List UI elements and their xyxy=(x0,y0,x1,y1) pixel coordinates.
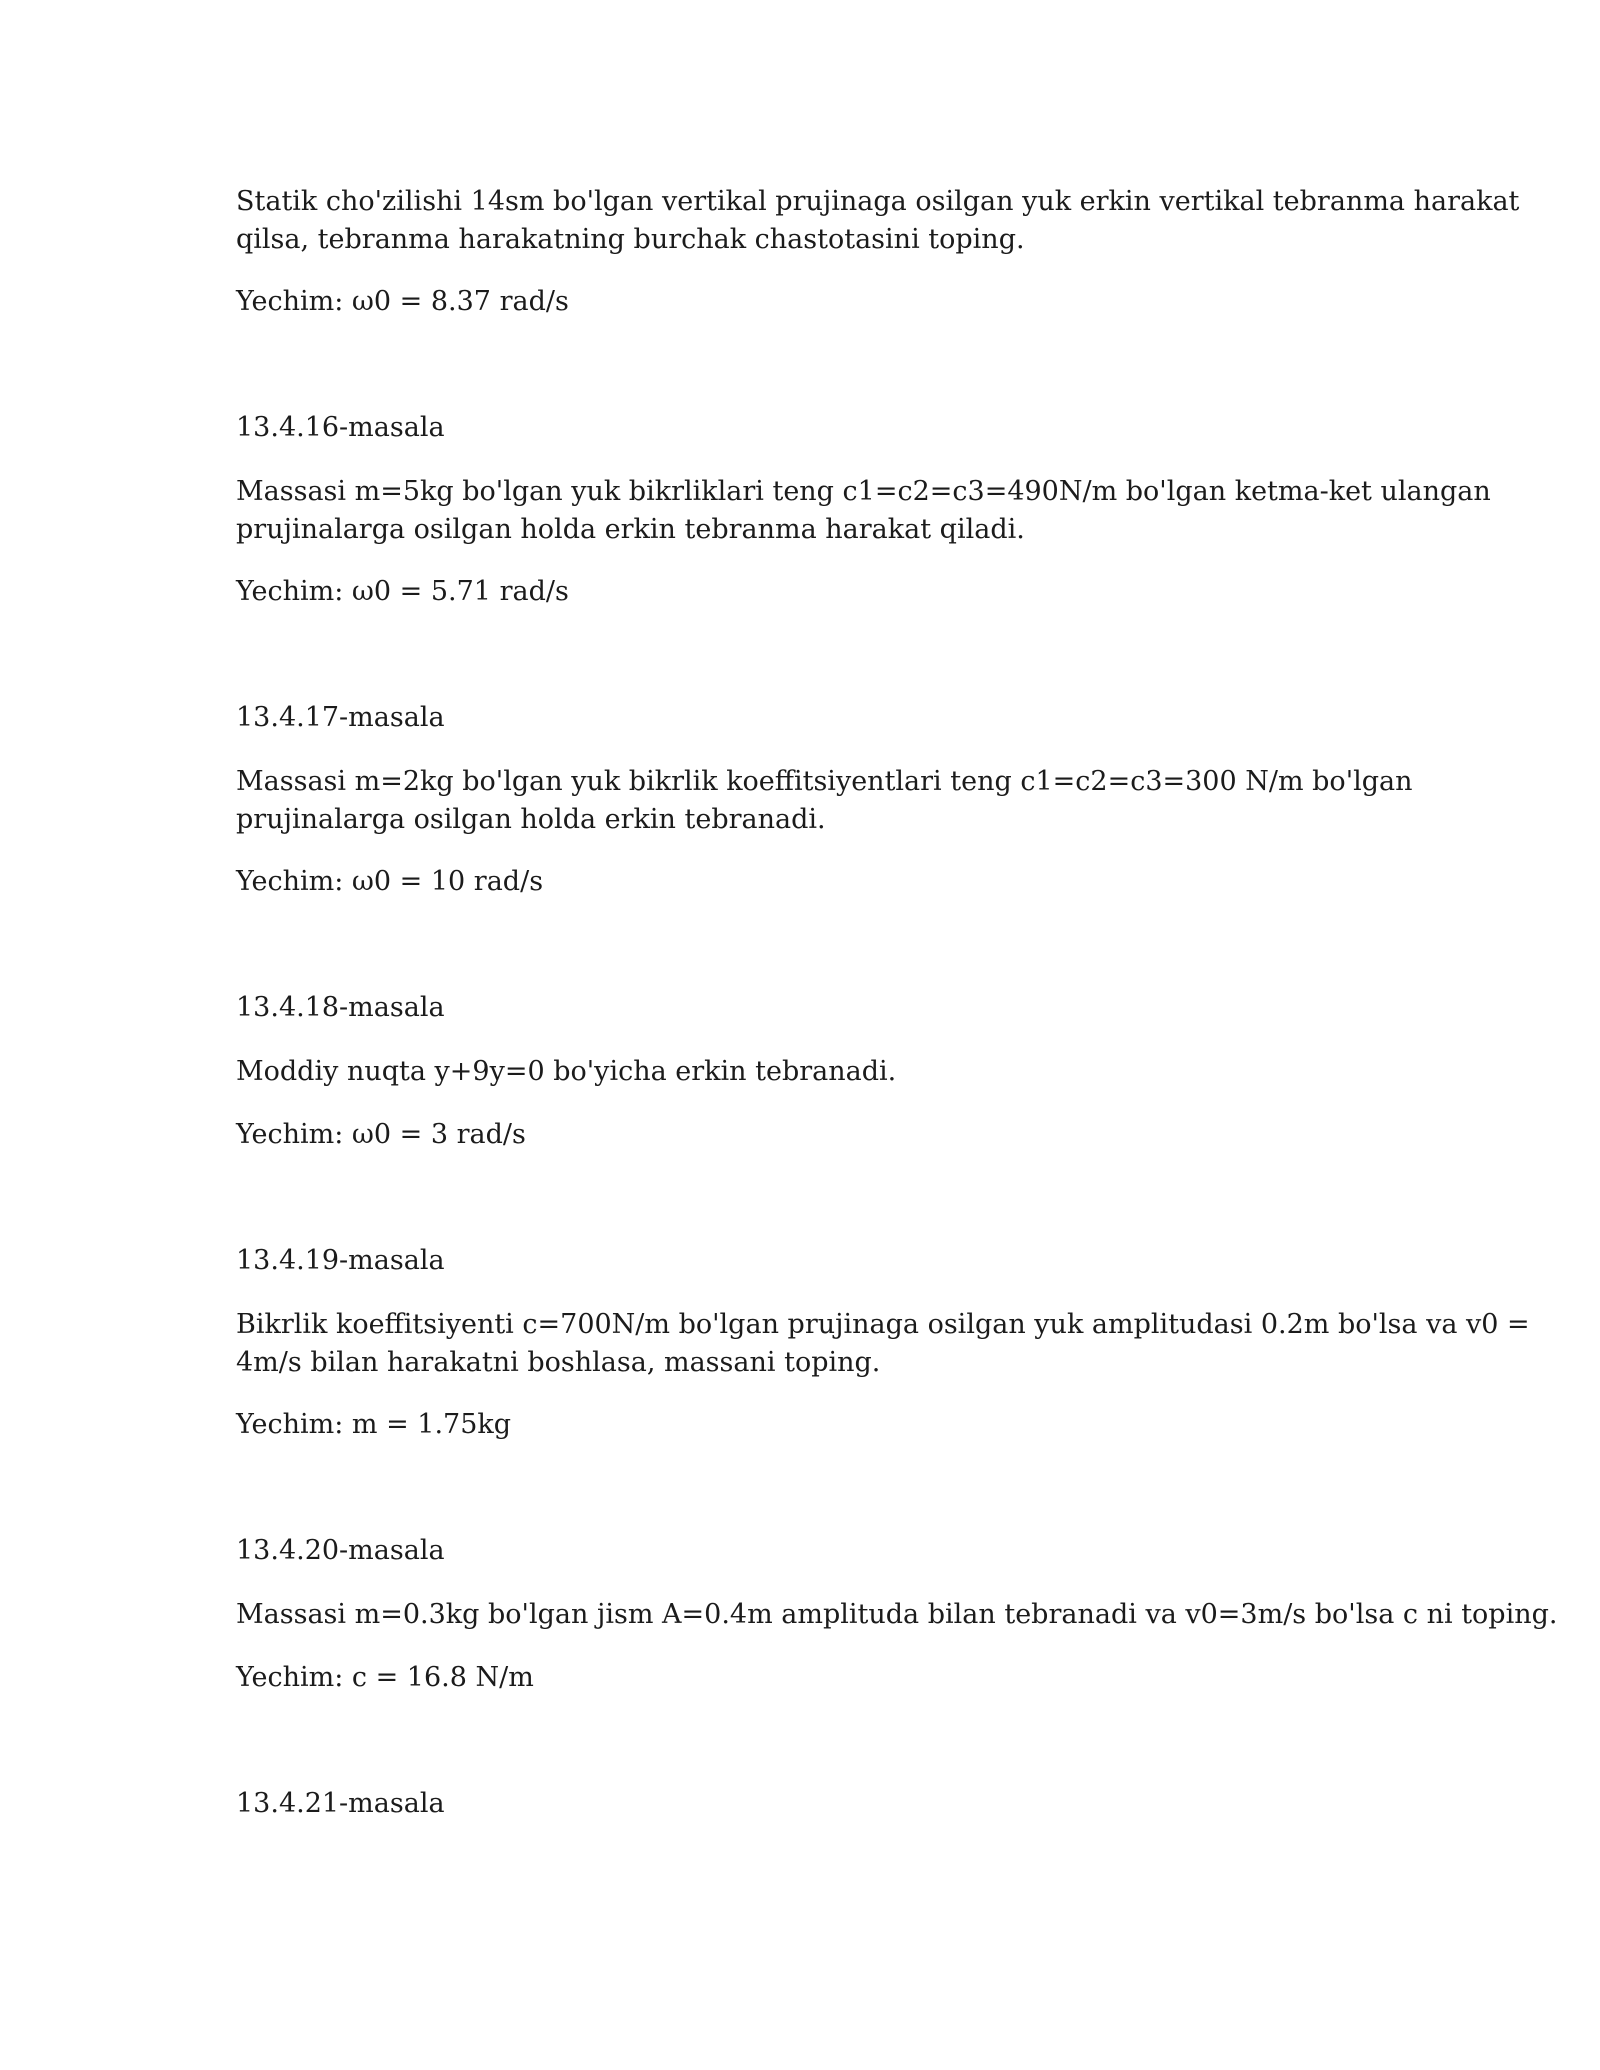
solution-text: Yechim: ω0 = 8.37 rad/s xyxy=(236,286,569,317)
problem-text-line: prujinalarga osilgan holda erkin tebranadi. xyxy=(236,804,826,835)
problem-statement xyxy=(236,183,1520,259)
problem-text-line: Massasi m=2kg bo'lgan yuk bikrlik koeffitsiyentlari teng c1=c2=c3=300 N/m bo'lgan xyxy=(236,766,1413,797)
problem-text-line: 4m/s bilan harakatni boshlasa, massani toping. xyxy=(236,1347,881,1378)
problem-statement xyxy=(236,763,1413,839)
problem-heading: 13.4.19-masala xyxy=(236,1245,445,1276)
problem-heading: 13.4.20-masala xyxy=(236,1535,445,1566)
solution-text: Yechim: ω0 = 5.71 rad/s xyxy=(236,576,569,607)
problem-statement: Moddiy nuqta y+9y=0 bo'yicha erkin tebranadi. xyxy=(236,1056,897,1087)
problem-heading: 13.4.21-masala xyxy=(236,1788,445,1819)
problem-heading: 13.4.16-masala xyxy=(236,412,445,443)
solution-text: Yechim: ω0 = 3 rad/s xyxy=(236,1119,526,1150)
problem-text-line: qilsa, tebranma harakatning burchak chastotasini toping. xyxy=(236,224,1025,255)
solution-text: Yechim: m = 1.75kg xyxy=(236,1409,512,1440)
problem-text-line: prujinalarga osilgan holda erkin tebranma harakat qiladi. xyxy=(236,514,1025,545)
problem-text-line: Statik cho'zilishi 14sm bo'lgan vertikal prujinaga osilgan yuk erkin vertikal tebranma harakat xyxy=(236,186,1520,217)
solution-text: Yechim: ω0 = 10 rad/s xyxy=(236,866,544,897)
problem-heading: 13.4.17-masala xyxy=(236,702,445,733)
problem-heading: 13.4.18-masala xyxy=(236,992,445,1023)
solution-text: Yechim: c = 16.8 N/m xyxy=(236,1662,534,1693)
problem-text-line: Bikrlik koeffitsiyenti c=700N/m bo'lgan prujinaga osilgan yuk amplitudasi 0.2m bo'lsa va v0 = xyxy=(236,1309,1530,1340)
problem-statement: Massasi m=0.3kg bo'lgan jism A=0.4m amplituda bilan tebranadi va v0=3m/s bo'lsa c ni toping. xyxy=(236,1599,1558,1630)
problem-statement xyxy=(236,473,1491,549)
problem-text-line: Massasi m=5kg bo'lgan yuk bikrliklari teng c1=c2=c3=490N/m bo'lgan ketma-ket ulangan xyxy=(236,476,1491,507)
problem-statement xyxy=(236,1306,1530,1382)
